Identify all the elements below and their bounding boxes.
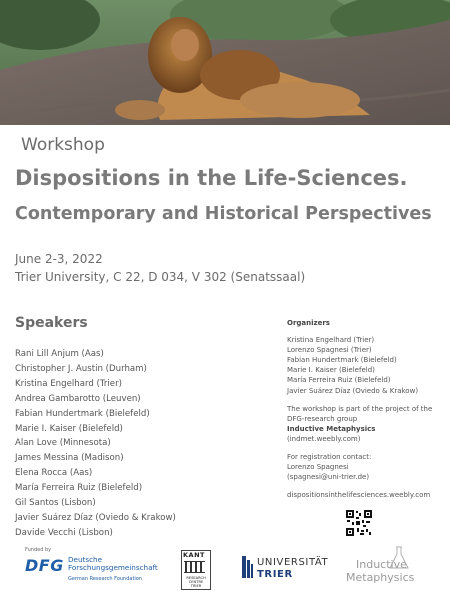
organizer-item: Kristina Engelhard (Trier) <box>287 336 375 345</box>
inductive-metaphysics-logo-line: Inductive <box>356 558 407 571</box>
speaker-item: Javier Suárez Díaz (Oviedo & Krakow) <box>15 512 176 523</box>
kant-columns-icon <box>184 561 207 573</box>
event-date: June 2-3, 2022 <box>15 252 103 266</box>
speaker-item: Kristina Engelhard (Trier) <box>15 378 122 389</box>
registration-email[interactable]: (spagnesi@uni-trier.de) <box>287 473 370 482</box>
group-url[interactable]: (indmet.weebly.com) <box>287 434 361 443</box>
speaker-item: Elena Rocca (Aas) <box>15 468 93 479</box>
speaker-item: Gil Santos (Lisbon) <box>15 498 96 509</box>
dfg-name <box>68 556 158 572</box>
kant-logo-sub <box>182 576 210 589</box>
speaker-item: James Messina (Madison) <box>15 453 124 464</box>
trier-university-city: TRIER <box>257 569 293 580</box>
speaker-item: Davide Vecchi (Lisbon) <box>15 527 113 538</box>
organizer-item: Fabian Hundertmark (Bielefeld) <box>287 356 397 365</box>
dfg-name-line: Deutsche <box>68 555 103 564</box>
speaker-item: Alan Love (Minnesota) <box>15 438 111 449</box>
organizer-item: Javier Suárez Díaz (Oviedo & Krakow) <box>287 386 419 395</box>
speaker-item: Rani Lill Anjum (Aas) <box>15 349 104 359</box>
project-line: The workshop is part of the project of the <box>287 404 433 413</box>
kant-sub-line: RESEARCH <box>186 576 206 580</box>
dfg-funded-label: Funded by <box>25 547 52 553</box>
speaker-item: Andrea Gambarotto (Leuven) <box>15 393 141 404</box>
dfg-name-line: Forschungsgemeinschaft <box>68 563 158 573</box>
speaker-item: Fabian Hundertmark (Bielefeld) <box>15 408 150 419</box>
project-group <box>287 424 447 444</box>
info-column <box>287 318 447 500</box>
website-link[interactable]: dispositionsinthelifesciences.weebly.com <box>287 491 431 500</box>
dfg-logo: DFG <box>25 556 64 575</box>
kant-sub-line: TRIER <box>190 584 202 589</box>
project-note <box>287 404 447 444</box>
speaker-item: María Ferreira Ruiz (Bielefeld) <box>15 483 143 494</box>
trier-university-emblem-icon <box>242 556 254 578</box>
speaker-item: Christopher J. Austin (Durham) <box>15 363 147 374</box>
project-line: DFG-research group <box>287 414 358 423</box>
registration-note <box>287 452 447 482</box>
organizer-item: Lorenzo Spagnesi (Trier) <box>287 346 372 355</box>
organizers-heading: Organizers <box>287 319 330 327</box>
event-venue: Trier University, C 22, D 034, V 302 (Senatssaal) <box>15 270 306 284</box>
dfg-english: German Research Foundation <box>68 576 143 582</box>
organizers-list <box>287 335 447 396</box>
page-title: Dispositions in the Life-Sciences. <box>15 166 408 190</box>
event-type: Workshop <box>21 135 105 155</box>
kant-logo-title: KANT <box>183 551 205 559</box>
speakers-heading: Speakers <box>15 315 88 331</box>
trier-university-name: UNIVERSITÄT <box>257 557 329 568</box>
page-subtitle: Contemporary and Historical Perspectives <box>15 204 432 224</box>
qr-code-icon <box>346 510 372 536</box>
organizer-item: Marie I. Kaiser (Bielefeld) <box>287 366 375 375</box>
speakers-list <box>15 347 176 541</box>
registration-name: Lorenzo Spagnesi <box>287 463 349 472</box>
group-name: Inductive Metaphysics <box>287 424 376 433</box>
header-photo-lions <box>0 0 450 125</box>
inductive-metaphysics-logo-line: Metaphysics <box>346 571 415 584</box>
registration-label: For registration contact: <box>287 453 372 462</box>
speaker-item: Marie I. Kaiser (Bielefeld) <box>15 423 123 434</box>
organizer-item: María Ferreira Ruiz (Bielefeld) <box>287 376 391 385</box>
kant-sub-line: CENTRE <box>188 580 204 585</box>
